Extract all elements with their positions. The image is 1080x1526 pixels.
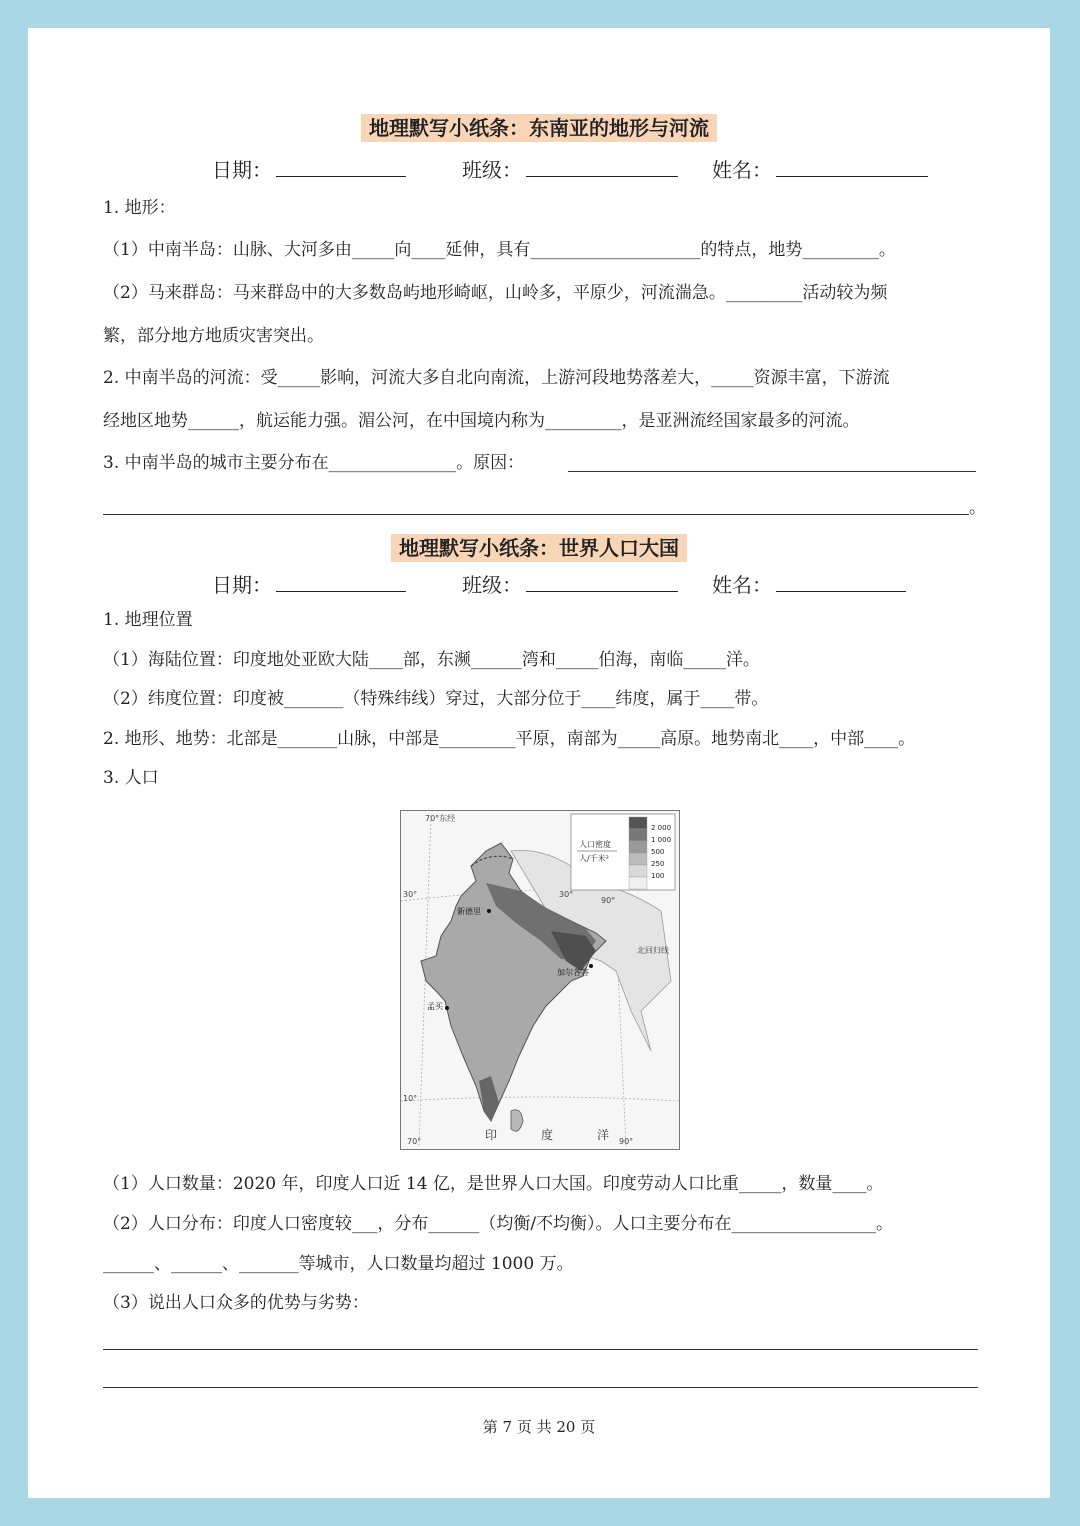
legend-value-100: 100 xyxy=(651,872,665,880)
date-label: 日期： xyxy=(212,158,272,182)
legend-unit: 人/千米² xyxy=(579,854,609,863)
legend-value-1000: 1 000 xyxy=(651,836,672,844)
worksheet-page xyxy=(28,28,1050,1498)
sheet1-line-3: （2）马来群岛：马来群岛中的大多数岛屿地形崎岖，山岭多，平原少，河流湍急。_________活动较为频 xyxy=(103,283,888,303)
sheet2-line-2: （1）海陆位置：印度地处亚欧大陆____部，东濒______湾和_____伯海，南临_____洋。 xyxy=(103,650,760,670)
sheet2-title: 地理默写小纸条：世界人口大国 xyxy=(28,532,1050,561)
legend-swatch xyxy=(629,817,647,829)
legend-value-500: 500 xyxy=(651,848,665,856)
legend-swatch xyxy=(629,865,647,877)
class-field[interactable] xyxy=(526,176,678,177)
sheet2-pop-line-4: （3）说出人口众多的优势与劣势： xyxy=(103,1293,369,1313)
legend-value-250: 250 xyxy=(651,860,665,868)
sheet2-header-fields xyxy=(28,569,1050,599)
page-footer: 第 7 页 共 20 页 xyxy=(482,1418,596,1436)
legend-value-2000: 2 000 xyxy=(651,824,672,832)
label-ocean-char-3: 洋 xyxy=(597,1128,610,1142)
label-mumbai: 孟买 xyxy=(427,1002,443,1011)
label-lon70-bottom: 70° xyxy=(407,1137,422,1146)
reason-answer-line-2[interactable] xyxy=(103,514,969,515)
sheet1-title: 地理默写小纸条：东南亚的地形与河流 xyxy=(28,112,1050,141)
label-lon70-top: 70°东经 xyxy=(425,814,456,823)
sheet1-line-7: 3. 中南半岛的城市主要分布在_______________。原因： xyxy=(103,453,525,473)
sheet2-pop-line-3: ______、______、_______等城市，人口数量均超过 1000 万。 xyxy=(103,1254,574,1274)
legend-swatch xyxy=(629,853,647,865)
sheet2-line-1: 1. 地理位置 xyxy=(103,610,193,630)
label-tropic-of-cancer: 北回归线 xyxy=(637,946,669,955)
sheet1-line-6: 经地区地势______，航运能力强。湄公河，在中国境内称为_________，是亚洲流经国家最多的河流。 xyxy=(103,411,860,431)
date-field[interactable] xyxy=(276,176,406,177)
label-lon90-top: 90° xyxy=(601,896,616,905)
legend-swatch xyxy=(629,829,647,841)
answer-line-2[interactable] xyxy=(103,1387,978,1388)
sheet1-line-end: 。 xyxy=(969,498,986,518)
legend-title: 人口密度 xyxy=(579,840,611,849)
sheet1-line-2: （1）中南半岛：山脉、大河多由_____向____延伸，具有____________________的特点，地势_________。 xyxy=(103,240,896,260)
label-lon90-bottom: 90° xyxy=(619,1137,634,1146)
label-new-delhi: 新德里 xyxy=(457,907,481,916)
sheet2-line-5: 3. 人口 xyxy=(103,768,159,788)
class-label: 班级： xyxy=(462,573,522,597)
class-label: 班级： xyxy=(462,158,522,182)
date-field[interactable] xyxy=(276,591,406,592)
reason-answer-line-1[interactable] xyxy=(568,471,976,472)
label-ocean-char-2: 度 xyxy=(541,1128,554,1142)
sheet1-header-fields xyxy=(28,154,1050,184)
sheet2-pop-line-1: （1）人口数量：2020 年，印度人口近 14 亿，是世界人口大国。印度劳动人口比重_____，数量____。 xyxy=(103,1174,884,1194)
sheet2-line-4: 2. 地形、地势：北部是_______山脉，中部是_________平原，南部为_____高原。地势南北____，中部____。 xyxy=(103,729,916,749)
label-kolkata: 加尔各答 xyxy=(557,968,589,977)
sheet1-line-5: 2. 中南半岛的河流：受_____影响，河流大多自北向南流，上游河段地势落差大，_____资源丰富，下游流 xyxy=(103,368,890,388)
legend-swatch xyxy=(629,841,647,853)
label-lat30-left: 30° xyxy=(403,890,418,899)
india-population-density-map xyxy=(400,810,680,1150)
name-label: 姓名： xyxy=(712,573,772,597)
class-field[interactable] xyxy=(526,591,678,592)
label-lat10: 10° xyxy=(403,1094,418,1103)
sheet1-line-4: 繁，部分地方地质灾害突出。 xyxy=(103,326,324,346)
label-ocean-char-1: 印 xyxy=(485,1128,498,1142)
sheet2-pop-line-2: （2）人口分布：印度人口密度较___，分布______（均衡/不均衡）。人口主要分布在_________________。 xyxy=(103,1214,894,1234)
legend-swatch xyxy=(629,877,647,889)
map-figure xyxy=(401,811,679,1149)
name-label: 姓名： xyxy=(712,158,772,182)
legend-swatches xyxy=(629,817,647,889)
date-label: 日期： xyxy=(212,573,272,597)
answer-line-1[interactable] xyxy=(103,1349,978,1350)
name-field[interactable] xyxy=(776,176,928,177)
sheet1-line-1: 1. 地形： xyxy=(103,198,176,218)
label-lat30-mid: 30° xyxy=(559,890,574,899)
sheet2-line-3: （2）纬度位置：印度被_______（特殊纬线）穿过，大部分位于____纬度，属于____带。 xyxy=(103,689,769,709)
name-field[interactable] xyxy=(776,591,906,592)
